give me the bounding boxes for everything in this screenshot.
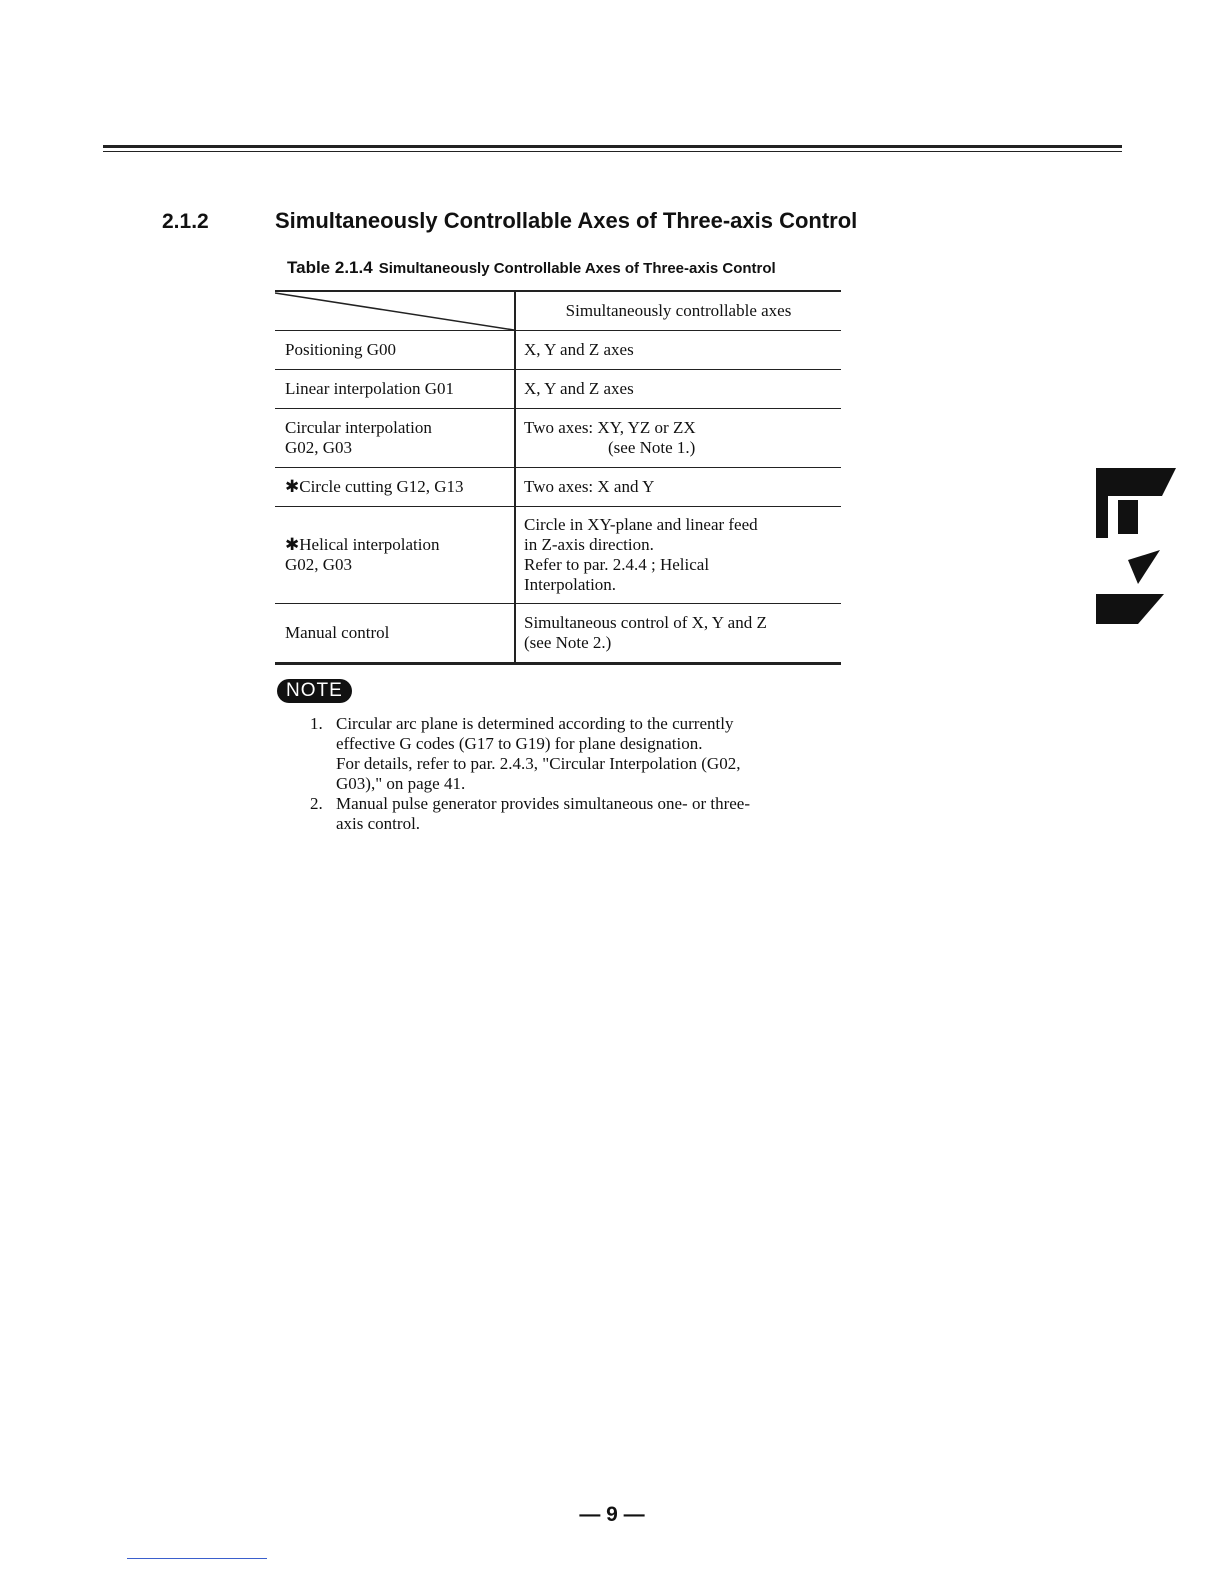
axes-text: Two axes: X and Y [524,477,655,496]
note-number: 1. [310,714,323,733]
table-caption-label: Table 2.1.4 [287,258,373,277]
table-caption-text: Simultaneously Controllable Axes of Three-axis Control [378,260,776,277]
axes-cell [515,370,841,409]
note-line: For details, refer to par. 2.4.3, "Circular Interpolation (G02, [336,754,741,773]
note-item [310,794,830,834]
function-text: ✱Circle cutting G12, G13 [285,477,464,496]
function-text: G02, G03 [285,555,353,574]
axes-text: Simultaneous control of X, Y and Z [524,613,767,632]
axes-note: (see Note 1.) [608,438,696,457]
table-row [275,370,841,409]
function-text: Manual control [285,623,390,642]
note-line: Manual pulse generator provides simultaneous one- or three- [336,794,751,813]
axes-text: in Z-axis direction. [524,535,654,554]
function-cell [275,468,515,507]
note-line: axis control. [336,814,421,833]
axes-cell [515,507,841,604]
table-row [275,409,841,468]
axes-text: Refer to par. 2.4.4 ; Helical [524,555,710,574]
function-cell [275,507,515,604]
axes-table [275,290,841,665]
table-row [275,507,841,604]
axes-text: X, Y and Z axes [524,379,634,398]
function-cell [275,331,515,370]
note-number: 2. [310,794,323,813]
function-text: ✱Helical interpolation [285,535,440,554]
axes-text: Interpolation. [524,575,617,594]
axes-cell [515,331,841,370]
axes-cell [515,468,841,507]
function-cell [275,604,515,664]
table-row [275,604,841,664]
function-cell [275,409,515,468]
header-rule-thin [103,151,1122,152]
note-line: Circular arc plane is determined according to the currently [336,714,734,733]
axes-text: (see Note 2.) [524,633,612,652]
section-number: 2.1.2 [162,210,209,233]
note-line: G03)," on page 41. [336,774,466,793]
function-text: Linear interpolation G01 [285,379,455,398]
notes-list [310,714,830,834]
header-rule-thick [103,145,1122,148]
function-cell [275,370,515,409]
function-text: Circular interpolation [285,418,432,437]
page-number: — 9 — [579,1503,645,1526]
table-row [275,468,841,507]
footer-line [127,1558,267,1559]
note-badge: NOTE [277,679,352,703]
table-caption [287,258,776,278]
axes-cell [515,409,841,468]
axes-cell [515,604,841,664]
note-item [310,714,830,794]
function-text: G02, G03 [285,438,353,457]
chapter-tab-icon [1094,466,1178,626]
diagonal-line [275,292,514,332]
table-header-row [275,291,841,331]
table-row [275,331,841,370]
table-corner-cell [275,291,515,331]
note-line: effective G codes (G17 to G19) for plane designation. [336,734,703,753]
axes-text: X, Y and Z axes [524,340,634,359]
column-header: Simultaneously controllable axes [515,291,841,331]
axes-text: Two axes: XY, YZ or ZX [524,418,696,437]
section-title: Simultaneously Controllable Axes of Three-axis Control [275,208,858,233]
axes-text: Circle in XY-plane and linear feed [524,515,758,534]
function-text: Positioning G00 [285,340,396,359]
